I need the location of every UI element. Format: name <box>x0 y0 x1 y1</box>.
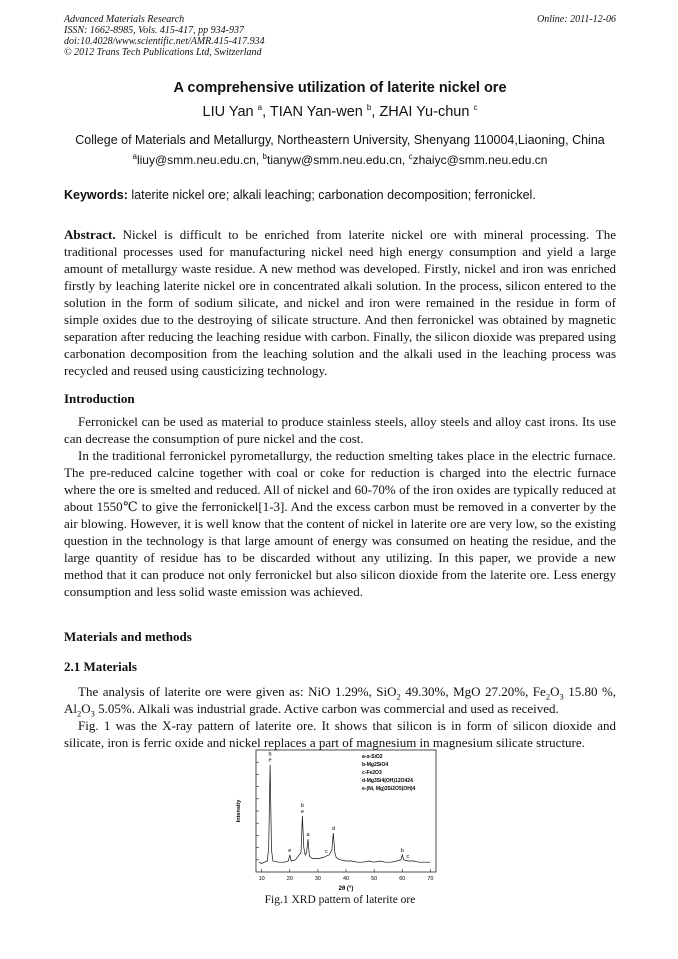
figure-caption: Fig.1 XRD pattern of laterite ore <box>264 894 416 906</box>
email-link[interactable]: liuy@smm.neu.edu.cn <box>136 153 256 167</box>
peak-label: b <box>300 802 304 809</box>
abstract <box>64 226 616 379</box>
legend-entry: e-(Ni, Mg)3Si2O5(OH)4 <box>362 786 416 792</box>
copyright-line: © 2012 Trans Tech Publications Ltd, Switzerland <box>64 47 262 58</box>
author-mark: b <box>366 103 372 113</box>
keywords-text: laterite nickel ore; alkali leaching; carbonation decomposition; ferronickel. <box>131 188 536 202</box>
author-mark: a <box>257 103 263 113</box>
x-tick-label: 40 <box>342 876 350 882</box>
issn-line: ISSN: 1662-8985, Vols. 415-417, pp 934-937 <box>64 25 244 36</box>
email-link[interactable]: zhaiyc@smm.neu.edu.cn <box>412 153 548 167</box>
subsection-heading-materials: 2.1 Materials <box>64 659 137 674</box>
email-mark: c <box>408 152 413 161</box>
materials-paragraph-1: The analysis of laterite ore were given as: NiO 1.29%, SiO$_2$ 49.30%, MgO 27.20%, $Fe_2O_3$ 15.80 %, $Al_2O_3$ 5.05%. Alkali was industrial grade. Active carbon was commercial and used as received. <box>64 684 617 719</box>
x-tick-label: 30 <box>314 876 321 882</box>
legend-entry: b-Mg2SiO4 <box>362 762 389 768</box>
section-heading-materials-methods: Materials and methods <box>64 629 192 644</box>
keywords-label: Keywords: <box>64 188 128 202</box>
affiliation: College of Materials and Metallurgy, Northeastern University, Shenyang 110004,Liaoning, China <box>75 133 605 147</box>
xrd-chart <box>228 744 448 904</box>
legend-entry: c-Fe2O3 <box>362 770 382 776</box>
y-axis-label: Intensity <box>236 799 242 823</box>
paper-title: A comprehensive utilization of laterite nickel ore <box>173 80 507 96</box>
intro-paragraph-2: In the traditional ferronickel pyrometallurgy, the reduction smelting takes place in the electric furnace. The pre-reduced calcine together with coal or coke for reduction is charged into the electric furnace where the ore is smelted and reduced. All of nickel and 60-70% of the iron oxides are typically reduced at about 1550℃ to give the ferronickel[1-3]. And the excess carbon must be removed in a converter by the air blowing. However, it is well know that the content of nickel in laterite ore are very low, so the existing question in the technology is that large amount of energy was consumed on heating the residue, and the large quantity of residue has to be discarded without any utilizing. In this paper, we provide a new method that it can produce not only ferronickel but also silicon dioxide from the laterite ore. Less energy consumption and less solid waste emission was achieved. <box>64 448 616 599</box>
peak-labels <box>269 752 410 860</box>
author-name: TIAN Yan-wen <box>269 104 363 120</box>
legend-entry: a-α-SiO2 <box>362 754 383 760</box>
section-heading-introduction: Introduction <box>64 391 135 406</box>
abstract-label: Abstract. <box>64 227 116 242</box>
abstract-text: Nickel is difficult to be enriched from laterite nickel ore with mineral processing. The traditional processes used for manufacturing nickel need high energy consumption and yield a large amount of metallurgy waste residue. A new method was developed. Firstly, nickel and iron was enriched firstly by leaching laterite nickel ore in concentrated alkali solution. In the process, silicon entered to the solution in the form of sodium silicate, and nickel and iron were remained in the residue in form of simple oxides due to the destroying of silicate structure. And then ferronickel was obtained by magnetic separation after reducing the leaching residue with carbon. Finally, the silicon dioxide was prepared using carbonation decomposition from the leaching solution and the alkali used in the leaching process was recycled and reused using causticizing technology. <box>64 227 616 378</box>
x-tick-label: 60 <box>399 876 406 882</box>
peak-label: d <box>331 825 335 832</box>
author-name: LIU Yan <box>202 104 254 120</box>
peak-label: b <box>268 751 272 758</box>
peak-label: a <box>306 832 310 839</box>
x-tick-label: 10 <box>258 876 265 882</box>
email-mark: b <box>262 152 267 161</box>
peak-label: e <box>300 808 304 815</box>
journal-header <box>64 14 616 58</box>
x-tick-label: 20 <box>286 876 293 882</box>
peak-label: c <box>324 849 328 856</box>
intro-paragraph-1: Ferronickel can be used as material to produce stainless steels, alloy steels and alloy cast irons. Its use can decrease the consumption of pure nickel and the cost. <box>64 414 616 446</box>
x-tick-label: 70 <box>427 876 434 882</box>
email-link[interactable]: tianyw@smm.neu.edu.cn <box>267 153 402 167</box>
keywords <box>64 188 616 202</box>
peak-label: e <box>268 757 272 764</box>
author-list: LIU Yan $^a$, TIAN Yan-wen $^b$, ZHAI Yu-chun $^c$ <box>202 103 478 120</box>
email-mark: a <box>132 152 137 161</box>
y-axis-ticks <box>256 762 259 860</box>
legend-entry: d-Mg3Si4(OH)12O424 <box>362 778 413 784</box>
online-date: Online: 2011-12-06 <box>537 14 616 25</box>
email-list: $^a$liuy@smm.neu.edu.cn, $^b$tianyw@smm.neu.edu.cn, $^c$zhaiyc@smm.neu.edu.cn <box>132 152 548 167</box>
peak-label: b <box>400 847 404 854</box>
peak-label: e <box>288 847 292 854</box>
chart-legend <box>362 754 416 792</box>
x-axis-label: 2θ (°) <box>338 886 354 892</box>
author-mark: c <box>473 103 478 113</box>
x-tick-label: 50 <box>371 876 378 882</box>
doi-line: doi:10.4028/www.scientific.net/AMR.415-417.934 <box>64 36 265 47</box>
materials-paragraph-2: Fig. 1 was the X-ray pattern of laterite ore. It shows that silicon is in form of silicon dioxide and silicate, iron is ferric oxide and nickel replaces a part of magnesium in magnesium silicate structure. <box>64 718 616 750</box>
peak-label: c <box>406 854 410 861</box>
author-name: ZHAI Yu-chun <box>379 104 470 120</box>
x-axis-ticks <box>259 869 434 882</box>
journal-name: Advanced Materials Research <box>64 14 185 25</box>
